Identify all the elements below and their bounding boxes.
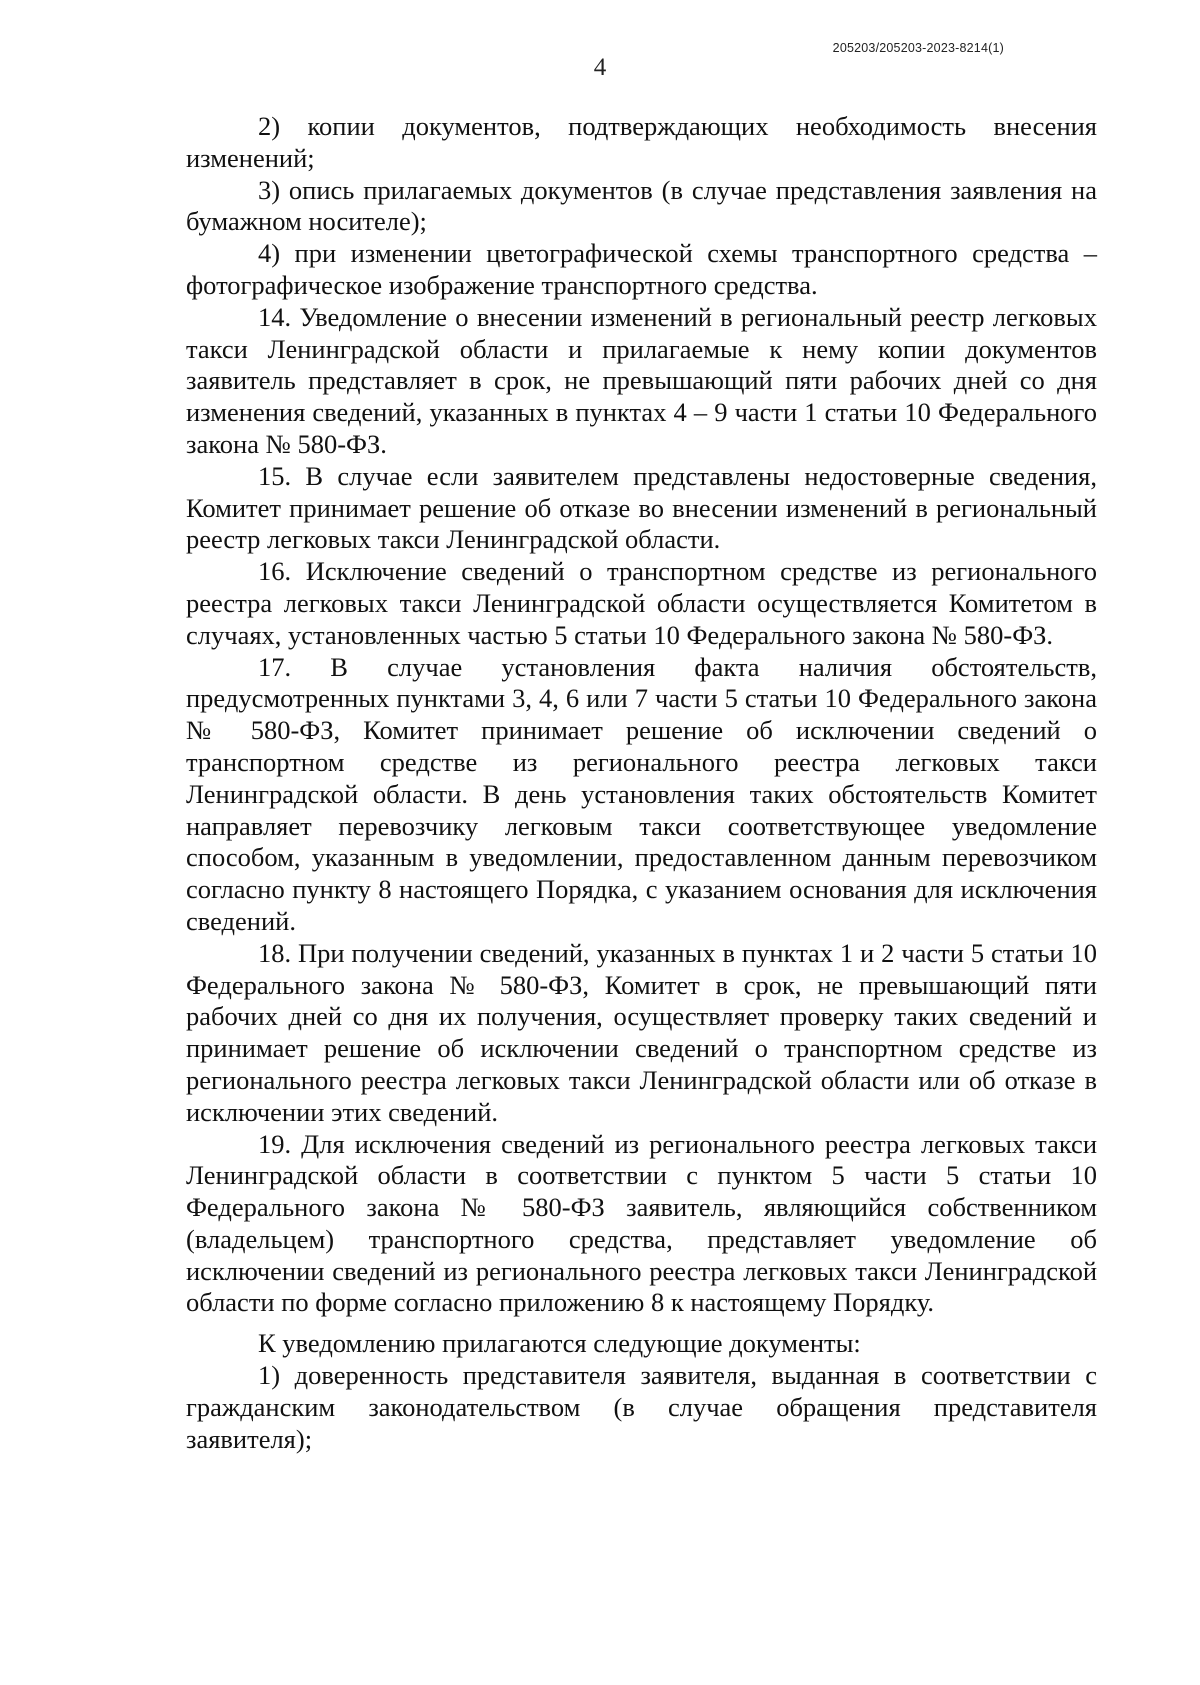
- clause-19: 19. Для исключения сведений из регионального реестра легковых такси Ленинградской области в соответствии с пунктом 5 части 5 статьи 10 Федерального закона № 580-ФЗ заявитель, являющийся собственником (владельцем) транспортного средства, представляет уведомление об исключении сведений из регионального реестра легковых такси Ленинградской области по форме согласно приложению 8 к настоящему Порядку.: [186, 1128, 1097, 1318]
- list-item-4: 4) при изменении цветографической схемы транспортного средства – фотографическое изображение транспортного средства.: [186, 238, 1097, 300]
- clause-18: 18. При получении сведений, указанных в пунктах 1 и 2 части 5 статьи 10 Федерального закона № 580-ФЗ, Комитет в срок, не превышающий пяти рабочих дней со дня их получения, осуществляет проверку таких сведений и принимает решение об исключении сведений о транспортном средстве из регионального реестра легковых такси Ленинградской области или об отказе в исключении этих сведений.: [186, 937, 1097, 1127]
- document-body: [186, 111, 1097, 1455]
- attachments-intro: К уведомлению прилагаются следующие документы:: [258, 1328, 861, 1359]
- clause-15: 15. В случае если заявителем представлены недостоверные сведения, Комитет принимает решение об отказе во внесении изменений в региональный реестр легковых такси Ленинградской области.: [186, 460, 1097, 555]
- list-item-2: 2) копии документов, подтверждающих необходимость внесения изменений;: [186, 111, 1097, 173]
- attachment-item-1: 1) доверенность представителя заявителя, выданная в соответствии с гражданским законодательством (в случае обращения представителя заявителя);: [186, 1360, 1097, 1454]
- document-reference-number: 205203/205203-2023-8214(1): [832, 41, 1004, 55]
- clause-17: 17. В случае установления факта наличия обстоятельств, предусмотренных пунктами 3, 4, 6 или 7 части 5 статьи 10 Федерального закона № 580-ФЗ, Комитет принимает решение об исключении сведений о транспортном средстве из регионального реестра легковых такси Ленинградской области. В день установления таких обстоятельств Комитет направляет перевозчику легковым такси соответствующее уведомление способом, указанным в уведомлении, предоставленном данным перевозчиком согласно пункту 8 настоящего Порядка, с указанием основания для исключения сведений.: [186, 651, 1097, 936]
- list-item-3: 3) опись прилагаемых документов (в случае представления заявления на бумажном носителе);: [186, 174, 1097, 237]
- clause-16: 16. Исключение сведений о транспортном средстве из регионального реестра легковых такси Ленинградской области осуществляется Комитетом в случаях, установленных частью 5 статьи 10 Федерального закона № 580-ФЗ.: [186, 556, 1097, 650]
- clause-14: 14. Уведомление о внесении изменений в региональный реестр легковых такси Ленинградской области и прилагаемые к нему копии документов заявитель представляет в срок, не превышающий пяти рабочих дней со дня изменения сведений, указанных в пунктах 4 – 9 части 1 статьи 10 Федерального закона № 580-ФЗ.: [186, 301, 1097, 459]
- page-number: 4: [593, 54, 607, 81]
